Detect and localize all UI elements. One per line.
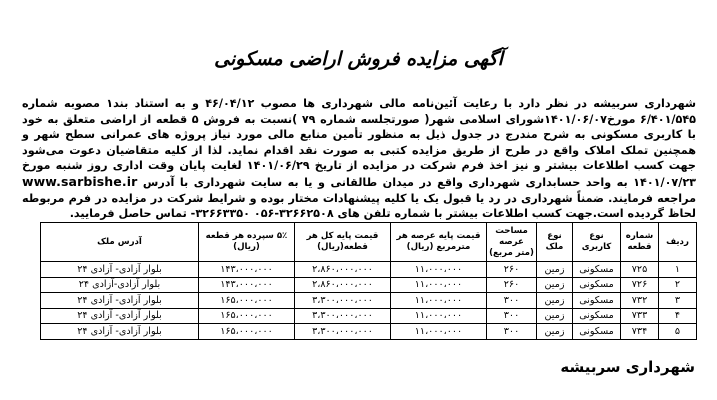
cell-usage: مسکونی xyxy=(573,308,621,324)
cell-area: ۳۰۰ xyxy=(487,293,537,309)
table-row xyxy=(41,324,697,340)
cell-deposit: ۱۶۵،۰۰۰،۰۰۰ xyxy=(199,308,295,324)
footer-signature: شهرداری سربیشه xyxy=(560,358,695,376)
cell-usage: مسکونی xyxy=(573,262,621,278)
header-address: آدرس ملک xyxy=(41,223,199,262)
cell-total-price: ۳،۳۰۰،۰۰۰،۰۰۰ xyxy=(295,293,391,309)
header-parcel-number: شماره قطعه xyxy=(621,223,659,262)
cell-parcel-number: ۷۲۵ xyxy=(621,262,659,278)
header-usage: نوع کاربری xyxy=(573,223,621,262)
parcels-table xyxy=(40,222,697,340)
page-title: آگهی مزایده فروش اراضی مسکونی xyxy=(214,48,503,70)
website-link[interactable]: www.sarbishe.ir xyxy=(22,173,138,189)
table-header-row xyxy=(41,223,697,262)
cell-property-type: زمین xyxy=(537,277,573,293)
cell-price-per-m2: ۱۱،۰۰۰،۰۰۰ xyxy=(391,277,487,293)
header-deposit: ۵٪ سپرده هر قطعه (ریال) xyxy=(199,223,295,262)
cell-area: ۳۰۰ xyxy=(487,308,537,324)
cell-area: ۲۶۰ xyxy=(487,277,537,293)
cell-row-number: ۴ xyxy=(659,308,697,324)
cell-total-price: ۲،۸۶۰،۰۰۰،۰۰۰ xyxy=(295,262,391,278)
cell-deposit: ۱۶۵،۰۰۰،۰۰۰ xyxy=(199,324,295,340)
cell-parcel-number: ۷۲۶ xyxy=(621,277,659,293)
cell-address: بلوار آزادی- آزادی ۲۴ xyxy=(41,308,199,324)
cell-total-price: ۲،۸۶۰،۰۰۰،۰۰۰ xyxy=(295,277,391,293)
table-row xyxy=(41,277,697,293)
header-price-per-m2: قیمت پایه عرصه هر مترمربع (ریال) xyxy=(391,223,487,262)
header-area: مساحت عرصه (متر مربع) xyxy=(487,223,537,262)
cell-address: بلوار آزادی- آزادی ۲۴ xyxy=(41,262,199,278)
table-row xyxy=(41,308,697,324)
announcement-paragraph xyxy=(22,96,696,222)
cell-parcel-number: ۷۳۲ xyxy=(621,293,659,309)
cell-parcel-number: ۷۳۴ xyxy=(621,324,659,340)
header-property-type: نوع ملک xyxy=(537,223,573,262)
cell-property-type: زمین xyxy=(537,308,573,324)
cell-row-number: ۵ xyxy=(659,324,697,340)
cell-row-number: ۱ xyxy=(659,262,697,278)
cell-price-per-m2: ۱۱،۰۰۰،۰۰۰ xyxy=(391,324,487,340)
cell-price-per-m2: ۱۱،۰۰۰،۰۰۰ xyxy=(391,262,487,278)
header-row-number: ردیف xyxy=(659,223,697,262)
cell-area: ۲۶۰ xyxy=(487,262,537,278)
cell-deposit: ۱۴۳،۰۰۰،۰۰۰ xyxy=(199,277,295,293)
cell-row-number: ۳ xyxy=(659,293,697,309)
cell-total-price: ۳،۳۰۰،۰۰۰،۰۰۰ xyxy=(295,324,391,340)
cell-deposit: ۱۴۳،۰۰۰،۰۰۰ xyxy=(199,262,295,278)
table-row xyxy=(41,262,697,278)
header-total-price: قیمت پایه کل هر قطعه(ریال) xyxy=(295,223,391,262)
cell-usage: مسکونی xyxy=(573,293,621,309)
cell-usage: مسکونی xyxy=(573,324,621,340)
cell-property-type: زمین xyxy=(537,293,573,309)
cell-area: ۳۰۰ xyxy=(487,324,537,340)
cell-deposit: ۱۶۵،۰۰۰،۰۰۰ xyxy=(199,293,295,309)
cell-total-price: ۳،۳۰۰،۰۰۰،۰۰۰ xyxy=(295,308,391,324)
paragraph-part1: شهرداری سربیشه در نظر دارد با رعایت آئین‌نامه مالی شهرداری ها مصوب ۴۶/۰۴/۱۲ و به استناد بند۱ مصوبه شماره ۶/۴۰۱/۵۴۵ مورخ۱۴۰۱/۰۶/۰۷شورای اسلامی شهر( صورتجلسه شماره ۷۹ )نسبت به فروش ۵ قطعه از اراضی متعلق به خود با کاربری مسکونی به شرح مندرج در جدول ذیل به منظور تأمین منابع مالی مورد نیاز پروژه های عمرانی سطح شهر و همچنین تملک املاک واقع در طرح از طریق مزایده کتبی به صورت نقد اقدام نماید. لذا از کلیه متقاضیان دعوت می‌شود جهت کسب اطلاعات بیشتر و نیز اخذ فرم شرکت در مزایده از تاریخ ۱۴۰۱/۰۶/۲۹ لغایت پایان وقت اداری روز شنبه مورخ ۱۴۰۱/۰۷/۲۳ به واحد حسابداری شهرداری واقع در میدان طالقانی و یا به سایت شهرداری با آدرس xyxy=(22,97,696,189)
cell-row-number: ۲ xyxy=(659,277,697,293)
announcement-body xyxy=(22,96,696,222)
cell-price-per-m2: ۱۱،۰۰۰،۰۰۰ xyxy=(391,308,487,324)
cell-address: بلوار آزادی- آزادی ۲۴ xyxy=(41,324,199,340)
table-row xyxy=(41,293,697,309)
cell-address: بلوار آزادی-آزادی ۲۴ xyxy=(41,277,199,293)
cell-price-per-m2: ۱۱،۰۰۰،۰۰۰ xyxy=(391,293,487,309)
cell-property-type: زمین xyxy=(537,262,573,278)
paragraph-part2: مراجعه فرمایند. xyxy=(608,191,696,205)
cell-parcel-number: ۷۳۳ xyxy=(621,308,659,324)
cell-usage: مسکونی xyxy=(573,277,621,293)
paragraph-part3: ضمناً شهرداری در رد یا قبول یک یا کلیه پیشنهادات مختار بوده و شرایط شرکت در مزایده در فرم مربوطه لحاظ گردیده است.جهت کسب اطلاعات بیشتر با شماره تلفن های ۳۲۶۶۲۵۰۸-۰۵۶ ۳۲۶۶۳۳۵۰- تماس حاصل فرمایید. xyxy=(22,191,696,221)
cell-property-type: زمین xyxy=(537,324,573,340)
cell-address: بلوار آزادی- آزادی ۲۴ xyxy=(41,293,199,309)
